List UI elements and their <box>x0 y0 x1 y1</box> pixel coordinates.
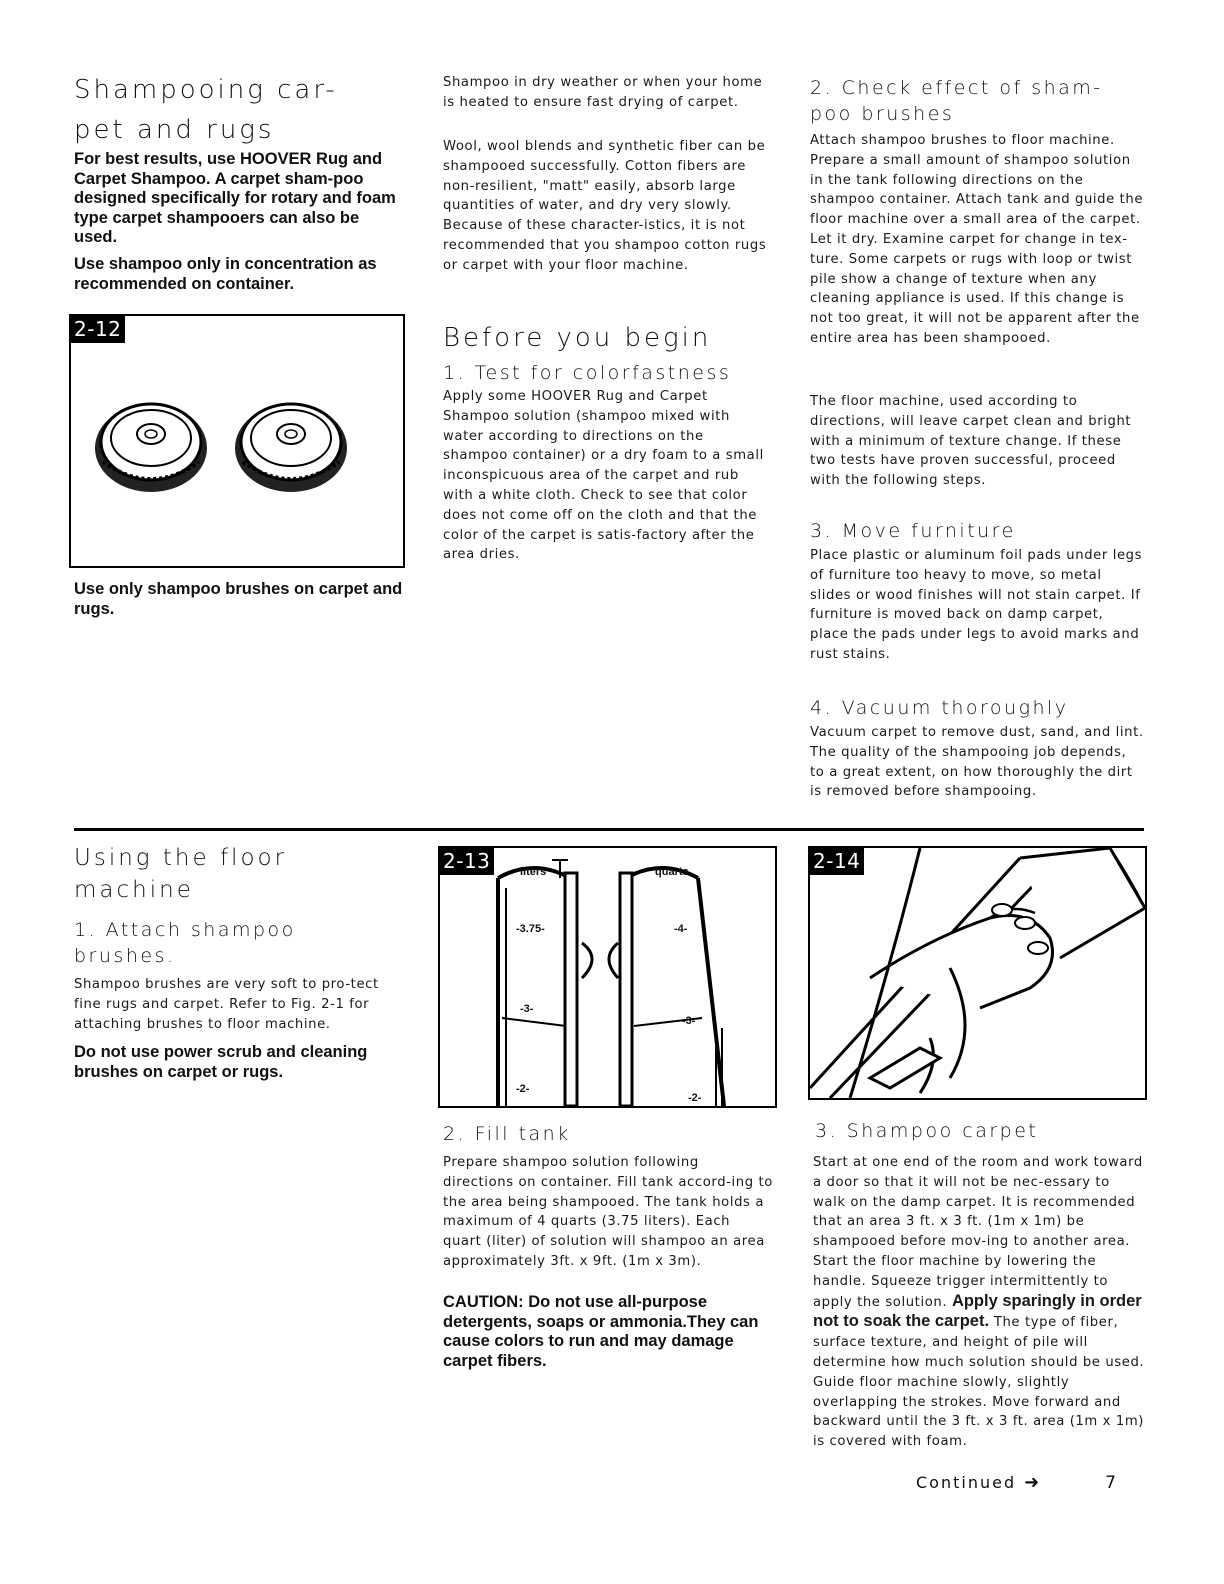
tank-mark-quarts-4: -4- <box>674 923 688 935</box>
dry-weather-text: Shampoo in dry weather or when your home is heated to ensure fast drying of carpet. <box>443 75 763 110</box>
concentration-bold-text: Use shampoo only in concentration as recommended on container. <box>74 255 377 293</box>
step-4-vacuum-title: 4. Vacuum thoroughly <box>810 697 1069 719</box>
tank-mark-liters-2: -2- <box>516 1083 530 1095</box>
colorfastness-text: Apply some HOOVER Rug and Carpet Shampoo solution (shampoo mixed with water according to directions on the shampoo container) or a dry foam to a small inconspicuous area of the carpet and rub with a white cloth. Check to see that color does not come off on the cloth and that the color of the carpet is satis-factory after the area dries. <box>443 389 764 563</box>
arrow-right-icon: ➜ <box>1024 1472 1040 1493</box>
section-divider <box>74 828 1144 831</box>
tank-illustration <box>440 848 775 1106</box>
brush-left <box>95 404 207 492</box>
move-furniture-text: Place plastic or aluminum foil pads under legs of furniture too heavy to move, so metal slides or wood finishes will not stain carpet. If furniture is moved back on damp carpet, place the pads under legs to avoid marks and rust stains. <box>810 548 1143 662</box>
floor-machine-result-text: The floor machine, used according to directions, will leave carpet clean and bright with a minimum of texture change. If these two tests have proven successful, proceed with the following steps. <box>810 394 1132 489</box>
figure-label: 2-13 <box>440 848 494 875</box>
page-number: 7 <box>1105 1472 1116 1493</box>
fill-tank-text: Prepare shampoo solution following directions on container. Fill tank accord-ing to the area being shampooed. The tank holds a maximum of 4 quarts (3.75 liters). Each quart (liter) of solution will shampoo an area approximately 3ft. x 9ft. (1m x 3m). <box>443 1155 773 1269</box>
apply-sparingly-bold: Apply sparingly in order not to soak the carpet. <box>813 1291 1142 1331</box>
tank-mark-liters-3-75: -3.75- <box>516 923 545 935</box>
shampoo-carpet-text-b: The type of fiber, surface texture, and height of pile will determine how much solution should be used. Guide floor machine slowly, slightly overlapping the strokes. Move forward and backward until the 3 ft. x 3 ft. area (1m x 1m) is covered with foam. <box>813 1315 1145 1450</box>
hand-trigger-illustration <box>810 848 1145 1098</box>
step-1-attach-brushes-title: 1. Attach shampoo brushes. <box>74 919 296 967</box>
shampoo-brushes-illustration <box>71 316 403 566</box>
continued-label: Continued <box>916 1473 1017 1492</box>
tank-quarts-label: quarts <box>655 866 689 878</box>
fiber-types-text: Wool, wool blends and synthetic fiber can be shampooed successfully. Cotton fibers are non-resilient, "matt" easily, absorb large quantities of water, and dry very slowly. Because of these character-istics, it is not recommended that you shampoo cotton rugs or carpet with your floor machine. <box>443 139 767 273</box>
figure-2-13 <box>438 846 777 1108</box>
attach-brushes-text: Shampoo brushes are very soft to pro-tect fine rugs and carpet. Refer to Fig. 2-1 for attaching brushes to floor machine. <box>74 977 379 1032</box>
tank-mark-quarts-2: -2- <box>688 1092 702 1104</box>
tank-liters-label: liters <box>520 866 547 878</box>
before-you-begin-title: Before you begin <box>443 323 712 353</box>
figure-2-12-caption: Use only shampoo brushes on carpet and rugs. <box>74 580 403 618</box>
figure-label: 2-12 <box>71 316 125 343</box>
check-brushes-text: Attach shampoo brushes to floor machine. Prepare a small amount of shampoo solution in the tank following directions on the shampoo container. Attach tank and guide the floor machine over a small area of the carpet. Let it dry. Examine carpet for change in tex-ture. Some carpets or rugs with loop or twist pile show a change of texture when any cleaning appliance is used. If this change is not too great, it will not be apparent after the entire area has been shampooed. <box>810 133 1144 346</box>
section-title-shampooing: Shampooing car- pet and rugs <box>74 75 338 145</box>
figure-label: 2-14 <box>810 848 864 875</box>
figure-2-14 <box>808 846 1147 1100</box>
no-power-scrub-warning: Do not use power scrub and cleaning brushes on carpet or rugs. <box>74 1043 368 1081</box>
vacuum-text: Vacuum carpet to remove dust, sand, and lint. The quality of the shampooing job depends, to a great extent, on how thoroughly the dirt is removed before shampooing. <box>810 725 1144 800</box>
step-3-shampoo-carpet-title: 3. Shampoo carpet <box>815 1120 1039 1142</box>
tank-mark-quarts-3: -3- <box>682 1015 696 1027</box>
caution-text: CAUTION: Do not use all-purpose detergents, soaps or ammonia.They can cause colors to run and may damage carpet fibers. <box>443 1293 759 1370</box>
step-3-move-furniture-title: 3. Move furniture <box>810 520 1016 542</box>
step-1-colorfastness-title: 1. Test for colorfastness <box>443 362 732 384</box>
figure-2-12 <box>69 314 405 568</box>
intro-bold-text: For best results, use HOOVER Rug and Carpet Shampoo. A carpet sham-poo designed specifically for rotary and foam type carpet shampooers can also be used. <box>74 150 396 246</box>
tank-mark-liters-3: -3- <box>520 1003 534 1015</box>
step-2-fill-tank-title: 2. Fill tank <box>443 1123 571 1145</box>
brush-right <box>235 404 347 492</box>
continued-footer <box>916 1472 1116 1493</box>
step-2-check-brushes-title: 2. Check effect of sham- poo brushes <box>810 77 1103 125</box>
shampoo-carpet-text-a: Start at one end of the room and work toward a door so that it will not be nec-essary to walk on the damp carpet. It is recommended that an area 3 ft. x 3 ft. (1m x 1m) be shampooed before mov-ing to another area. Start the floor machine by lowering the handle. Squeeze trigger intermittently to apply the solution. <box>813 1155 1143 1310</box>
shampoo-carpet-text <box>813 1153 1145 1452</box>
using-floor-machine-title: Using the floor machine <box>74 845 288 903</box>
